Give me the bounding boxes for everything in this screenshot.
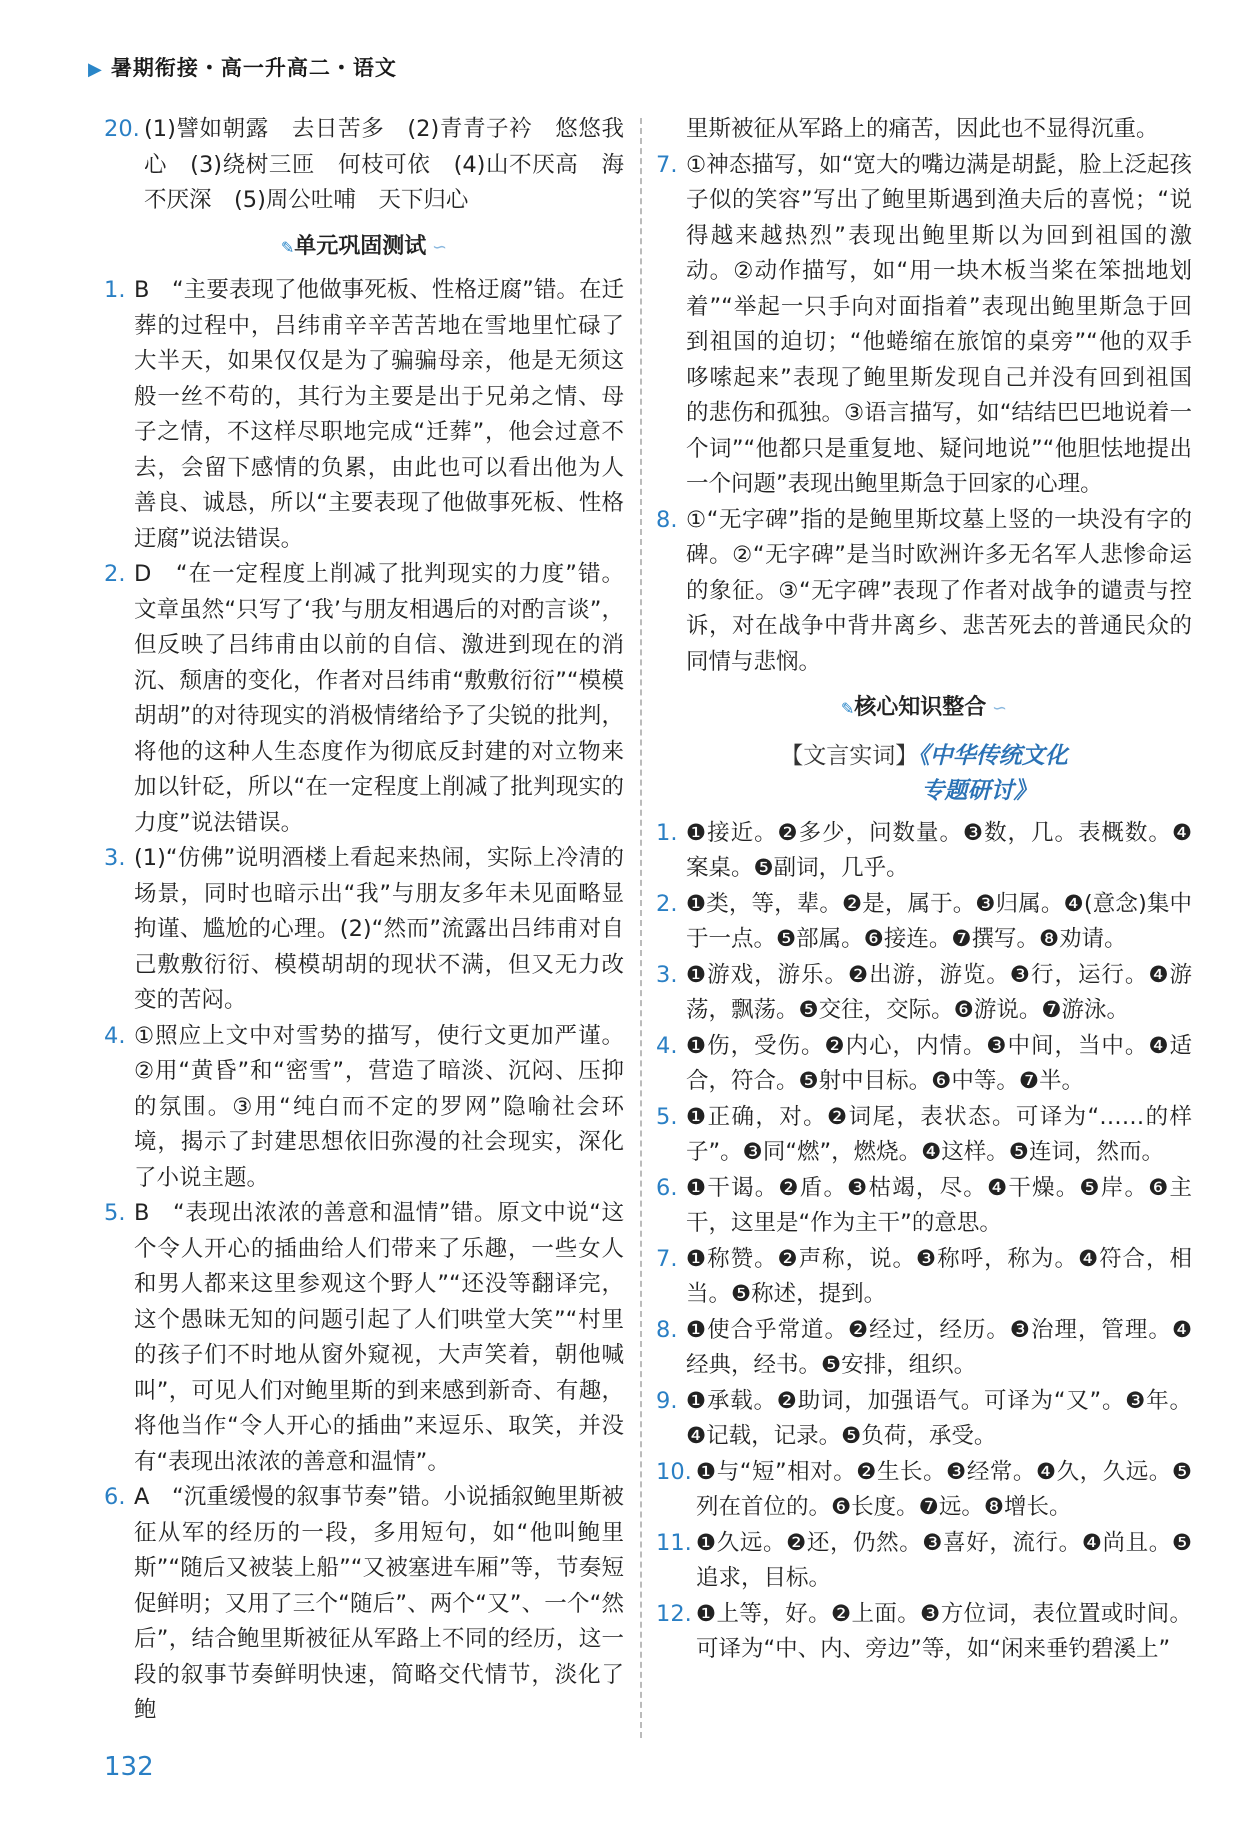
item-number: 10. — [656, 1458, 692, 1485]
item-text: B “表现出浓浓的善意和温情”错。原文中说“这个令人开心的插曲给人们带来了乐趣，一些女人和男人都来这里参观这个野人”“还没等翻译完，这个愚昧无知的问题引起了人们哄堂大笑”“村里的孩子们不时地从窗外窥视，大声笑着，朝他喊叫”，可见人们对鲍里斯的到来感到新奇、有趣，将他当作“令人开心的插曲”来逗乐、取笑，并没有“表现出浓浓的善意和温情”。 — [134, 1200, 624, 1475]
answer-continuation: 里斯被征从军路上的痛苦，因此也不显得沉重。 — [686, 116, 1159, 142]
item-number: 7. — [656, 1245, 678, 1272]
item-number: 20. — [104, 116, 140, 142]
topic-heading-line2: 专题研讨》 — [921, 778, 1037, 804]
swirl-icon: ∽ — [986, 698, 1008, 719]
item-text: D “在一定程度上削减了批判现实的力度”错。文章虽然“只写了‘我’与朋友相遇后的对酌言谈”，但反映了吕纬甫由以前的自信、激进到现在的消沉、颓唐的变化，作者对吕纬甫“敷敷衍衍”“模模胡胡”的对待现实的消极情绪给予了尖锐的批判，将他的这种人生态度作为彻底反封建的对立物来加以针砭，所以“在一定程度上削减了批判现实的力度”说法错误。 — [134, 561, 624, 836]
item-number: 5. — [104, 1200, 126, 1226]
left-column — [104, 112, 624, 1729]
item-text: ❶上等，好。❷上面。❸方位词，表位置或时间。可译为“中、内、旁边”等，如“闲来垂钓碧溪上” — [696, 1600, 1192, 1662]
triangle-icon: ▶ — [88, 59, 103, 80]
feather-icon: ✎ — [840, 699, 855, 718]
item-number: 4. — [656, 1032, 678, 1059]
item-number: 11. — [656, 1529, 692, 1556]
item-number: 1. — [656, 819, 678, 846]
item-number: 4. — [104, 1022, 126, 1049]
vocab-item — [656, 887, 1192, 958]
item-text: ❶正确，对。❷词尾，表状态。可译为“……的样子”。❸同“燃”，燃烧。❹这样。❺连词，然而。 — [686, 1103, 1192, 1165]
item-number: 2. — [104, 561, 126, 587]
answer-item — [104, 557, 624, 841]
right-column — [656, 112, 1192, 1668]
vocab-item — [656, 1313, 1192, 1384]
item-text: ①照应上文中对雪势的描写，使行文更加严谨。②用“黄昏”和“密雪”，营造了暗淡、沉闷、压抑的氛围。③用“纯白而不定的罗网”隐喻社会环境，揭示了封建思想依旧弥漫的社会现实，深化了小说主题。 — [134, 1022, 624, 1191]
page-number: 132 — [104, 1752, 154, 1782]
section-heading-unit: ✎单元巩固测试 ∽ — [280, 233, 448, 259]
item-text: ①神态描写，如“宽大的嘴边满是胡髭，脸上泛起孩子似的笑容”写出了鲍里斯遇到渔夫后的喜悦；“说得越来越热烈”表现出鲍里斯以为回到祖国的激动。②动作描写，如“用一块木板当桨在笨拙地划着”“举起一只手向对面指着”表现出鲍里斯急于回到祖国的迫切；“他蜷缩在旅馆的桌旁”“他的双手哆嗦起来”表现了鲍里斯发现自己并没有回到祖国的悲伤和孤独。③语言描写，如“结结巴巴地说着一个词”“他都只是重复地、疑问地说”“他胆怯地提出一个问题”表现出鲍里斯急于回家的心理。 — [686, 151, 1192, 497]
vocab-item — [656, 1171, 1192, 1242]
item-text: ❶伤，受伤。❷内心，内情。❸中间，当中。❹适合，符合。❺射中目标。❻中等。❼半。 — [686, 1032, 1192, 1094]
vocab-item — [656, 1526, 1192, 1597]
answer-item — [656, 503, 1192, 681]
item-text: ①“无字碑”指的是鲍里斯坟墓上竖的一块没有字的碑。②“无字碑”是当时欧洲许多无名军人悲惨命运的象征。③“无字碑”表现了作者对战争的谴责与控诉，对在战争中背井离乡、悲苦死去的普通民众的同情与悲悯。 — [686, 506, 1192, 675]
item-text: A “沉重缓慢的叙事节奏”错。小说插叙鲍里斯被征从军的经历的一段，多用短句，如“他叫鲍里斯”“随后又被装上船”“又被塞进车厢”等，节奏短促鲜明；又用了三个“随后”、两个“又”、一个“然后”，结合鲍里斯被征从军路上不同的经历，这一段的叙事节奏鲜明快速，简略交代情节，淡化了鲍 — [134, 1484, 624, 1723]
item-text: ❶接近。❷多少，问数量。❸数，几。表概数。❹案桌。❺副词，几乎。 — [686, 819, 1192, 881]
swirl-icon: ∽ — [426, 236, 448, 258]
vocab-item — [656, 1597, 1192, 1668]
vocab-item — [656, 1455, 1192, 1526]
item-number: 6. — [104, 1484, 126, 1510]
item-number: 9. — [656, 1387, 678, 1414]
item-number: 1. — [104, 277, 126, 303]
feather-icon: ✎ — [280, 237, 295, 257]
item-text: ❶与“短”相对。❷生长。❸经常。❹久，久远。❺列在首位的。❻长度。❼远。❽增长。 — [696, 1458, 1192, 1520]
answer-item — [104, 273, 624, 557]
item-text: ❶久远。❷还，仍然。❸喜好，流行。❹尚且。❺追求，目标。 — [696, 1529, 1192, 1591]
vocab-item — [656, 958, 1192, 1029]
item-number: 3. — [656, 961, 678, 988]
item-number: 5. — [656, 1103, 678, 1130]
item-text: ❶干谒。❷盾。❸枯竭，尽。❹干燥。❺岸。❻主干，这里是“作为主干”的意思。 — [686, 1174, 1192, 1236]
vocab-item — [656, 1384, 1192, 1455]
item-text: ❶称赞。❷声称，说。❸称呼，称为。❹符合，相当。❺称述，提到。 — [686, 1245, 1192, 1307]
item-number: 7. — [656, 151, 678, 178]
item-number: 6. — [656, 1174, 678, 1201]
item-text: (1)“仿佛”说明酒楼上看起来热闹，实际上冷清的场景，同时也暗示出“我”与朋友多年未见面略显拘谨、尴尬的心理。(2)“然而”流露出吕纬甫对自己敷敷衍衍、模模胡胡的现状不满，但又无力改变的苦闷。 — [134, 845, 624, 1013]
answer-item — [104, 1480, 624, 1729]
item-text: (1)譬如朝露 去日苦多 (2)青青子衿 悠悠我心 (3)绕树三匝 何枝可依 (4)山不厌高 海不厌深 (5)周公吐哺 天下归心 — [144, 116, 624, 213]
answer-item — [104, 841, 624, 1019]
page-header — [88, 52, 397, 82]
answer-item — [104, 1019, 624, 1197]
item-text: ❶游戏，游乐。❷出游，游览。❸行，运行。❹游荡，飘荡。❺交往，交际。❻游说。❼游泳。 — [686, 961, 1192, 1023]
header-title: 暑期衔接・高一升高二・语文 — [110, 56, 397, 80]
item-number: 2. — [656, 890, 678, 917]
vocab-item — [656, 1242, 1192, 1313]
answer-item — [104, 1196, 624, 1480]
vocab-item — [656, 1029, 1192, 1100]
item-text: ❶承载。❷助词，加强语气。可译为“又”。❸年。❹记载，记录。❺负荷，承受。 — [686, 1387, 1192, 1449]
section-heading-core: ✎核心知识整合 ∽ — [840, 695, 1008, 720]
item-number: 12. — [656, 1600, 692, 1627]
answer-item — [104, 112, 624, 219]
answer-item — [656, 148, 1192, 503]
vocab-item — [656, 816, 1192, 887]
item-text: B “主要表现了他做事死板、性格迂腐”错。在迁葬的过程中，吕纬甫辛辛苦苦地在雪地里忙碌了大半天，如果仅仅是为了骗骗母亲，他是无须这般一丝不苟的，其行为主要是出于兄弟之情、母子之情，不这样尽职地完成“迁葬”，他会过意不去，会留下感情的负累，由此也可以看出他为人善良、诚恳，所以“主要表现了他做事死板、性格迂腐”说法错误。 — [134, 277, 624, 552]
topic-heading: 【文言实词】《中华传统文化 — [780, 742, 1068, 769]
column-divider — [640, 118, 642, 1738]
vocab-item — [656, 1100, 1192, 1171]
item-text: ❶类，等，辈。❷是，属于。❸归属。❹(意念)集中于一点。❺部属。❻接连。❼撰写。❽劝请。 — [686, 890, 1192, 952]
item-number: 3. — [104, 845, 126, 871]
item-number: 8. — [656, 506, 678, 533]
item-number: 8. — [656, 1316, 678, 1343]
item-text: ❶使合乎常道。❷经过，经历。❸治理，管理。❹经典，经书。❺安排，组织。 — [686, 1316, 1192, 1378]
